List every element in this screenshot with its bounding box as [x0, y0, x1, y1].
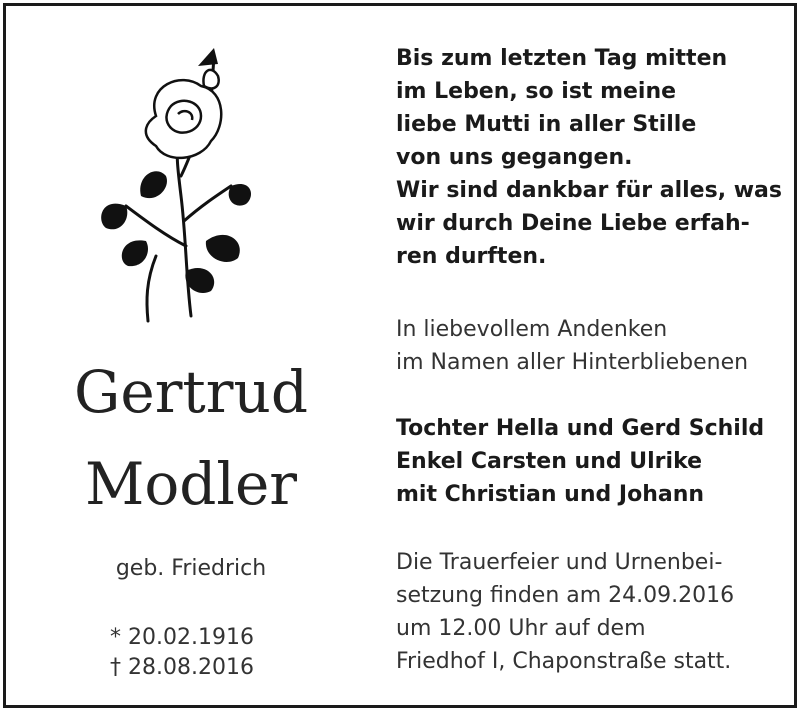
obituary-notice [3, 3, 797, 708]
maiden-name: geb. Friedrich [115, 556, 267, 581]
life-dates [110, 623, 254, 683]
remembrance-line: im Namen aller Hinterbliebenen [396, 350, 749, 375]
poem-line: Wir sind dankbar für alles, was [396, 178, 782, 203]
poem-line: wir durch Deine Liebe erfah- [396, 211, 750, 236]
birth-date: * 20.02.1916 [110, 625, 254, 650]
remembrance-line: In liebevollem Andenken [396, 317, 668, 342]
ceremony-line: Die Trauerfeier und Urnenbei- [396, 550, 723, 575]
poem [396, 42, 788, 273]
mourner-line: Enkel Carsten und Ulrike [396, 449, 703, 474]
deceased-first-name: Gertrud [74, 358, 308, 426]
ceremony-info [396, 546, 788, 678]
poem-line: von uns gegangen. [396, 145, 633, 170]
ceremony-line: setzung finden am 24.09.2016 [396, 583, 735, 608]
poem-line: liebe Mutti in aller Stille [396, 112, 697, 137]
ceremony-line: um 12.00 Uhr auf dem [396, 616, 646, 641]
death-date: † 28.08.2016 [110, 655, 254, 680]
mourner-line: Tochter Hella und Gerd Schild [396, 416, 765, 441]
mourners [396, 412, 788, 511]
mourner-line: mit Christian und Johann [396, 482, 705, 507]
poem-line: Bis zum letzten Tag mitten [396, 46, 728, 71]
deceased-last-name: Modler [84, 450, 298, 518]
poem-line: im Leben, so ist meine [396, 79, 677, 104]
ceremony-line: Friedhof I, Chaponstraße statt. [396, 649, 732, 674]
remembrance [396, 313, 788, 379]
poem-line: ren durften. [396, 244, 547, 269]
rose-icon [86, 46, 256, 326]
